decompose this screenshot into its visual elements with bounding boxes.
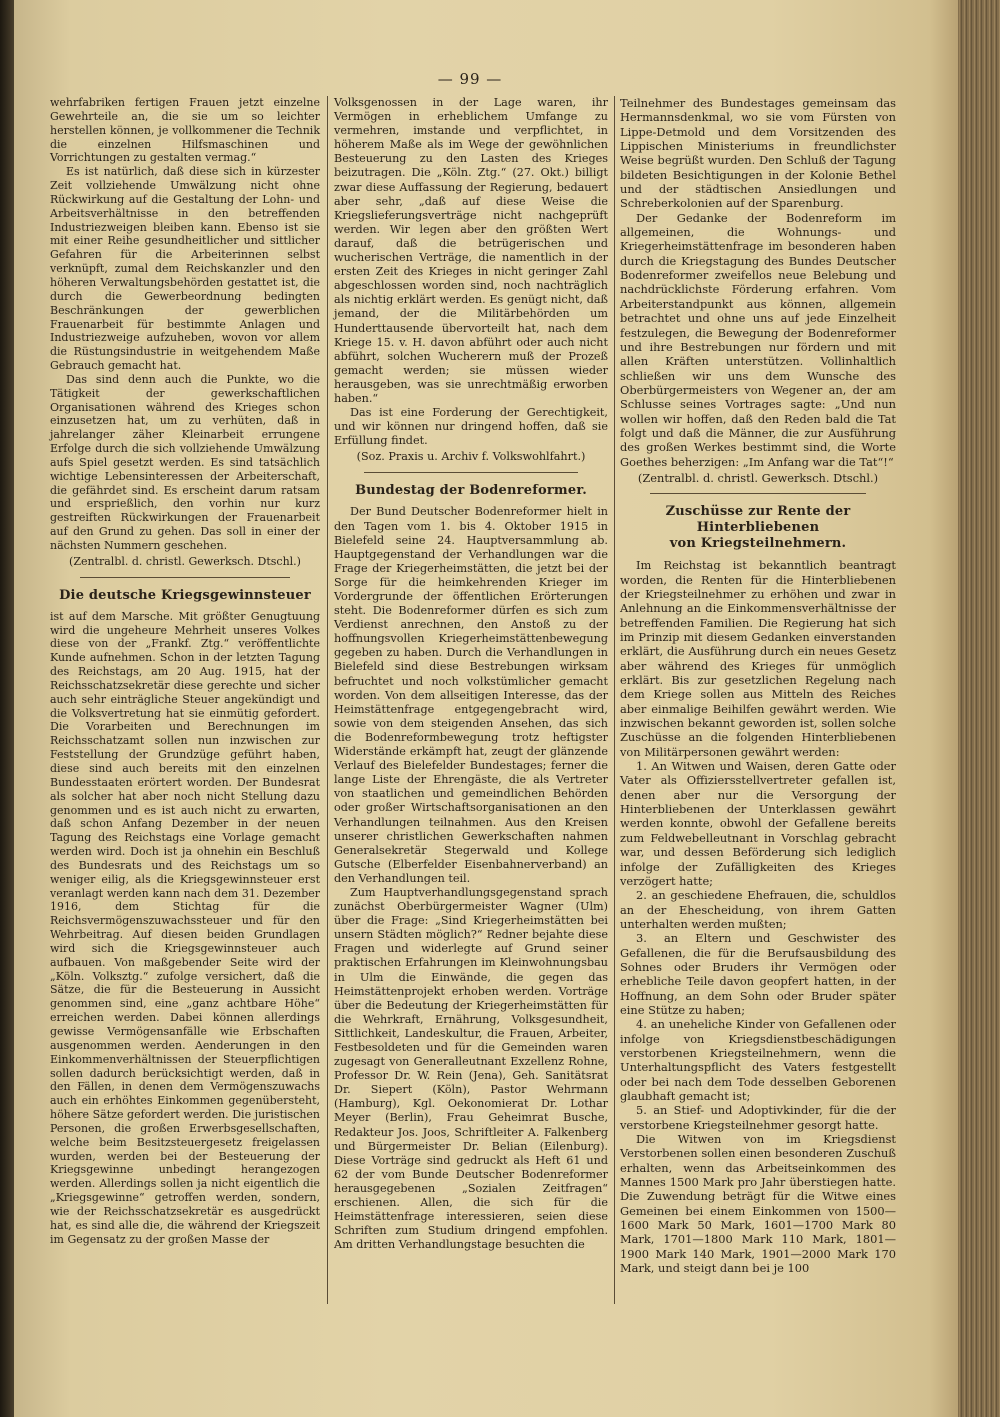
section-divider	[364, 472, 578, 473]
list-item: 2. an geschiedene Ehefrauen, die, schuldlos an der Ehescheidung, von ihrem Gatten unterhalten werden mußten;	[620, 888, 896, 931]
paragraph: Das sind denn auch die Punkte, wo die Tätigkeit der gewerkschaftlichen Organisationen während des Krieges schon einzusetzen hat, um zu verhüten, daß in jahrelanger zäher Kleinarbeit errungene Erfolge durch die sich vollziehende Umwälzung aufs Spiel gesetzt werden. Es sind tatsächlich wichtige Lebensinteressen der Arbeiterschaft, die gefährdet sind. Es erscheint darum ratsam und ersprießlich, den vorhin nur kurz gestreiften Rückwirkungen der Frauenarbeit auf den Grund zu gehen. Das soll in einer der nächsten Nummern geschehen.	[50, 372, 320, 552]
paragraph: Es ist natürlich, daß diese sich in kürzester Zeit vollziehende Umwälzung nicht ohne Rückwirkung auf die Gestaltung der Lohn- und Arbeitsverhältnisse in den betreffenden Industriezweigen bleiben kann. Ebenso ist sie mit einer Reihe gesundheitlicher und sittlicher Gefahren für die Arbeiterinnen selbst verknüpft, zumal dem Reichskanzler und den höheren Verwaltungsbehörden gestattet ist, die durch die Gewerbeordnung bedingten Beschränkungen der gewerblichen Frauenarbeit für bestimmte Anlagen und Industriezweige aufzuheben, wovon vor allem die Rüstungsindustrie in weitgehendem Maße Gebrauch gemacht hat.	[50, 165, 320, 373]
paragraph: Im Reichstag ist bekanntlich beantragt worden, die Renten für die Hinterbliebenen der Kriegsteilnehmer zu erhöhen und zwar in Anlehnung an die Einkommensverhältnisse der betreffenden Familien. Die Regierung hat sich im Prinzip mit diesem Gedanken einverstanden erklärt, die Ausführung durch ein neues Gesetz aber während des Krieges für unmöglich erklärt. Bis zur gesetzlichen Regelung nach dem Kriege sollen aus Mitteln des Reiches aber einmalige Beihilfen gewährt werden. Wie inzwischen bekannt geworden ist, sollen solche Zuschüsse an die folgenden Hinterbliebenen von Militärpersonen gewährt werden:	[620, 558, 896, 759]
source-citation: (Zentralbl. d. christl. Gewerksch. Dtschl.)	[637, 470, 879, 485]
page-edges	[958, 0, 1000, 1417]
paragraph: wehrfabriken fertigen Frauen jetzt einzelne Gewehrteile an, die sie um so leichter herstellen können, je vollkommener die Technik die einzelnen Hilfsmaschinen und Vorrichtungen zu gestalten vermag.“	[50, 96, 320, 165]
column-rule	[614, 96, 615, 1304]
numbered-list	[620, 759, 896, 1132]
column-middle	[334, 96, 608, 1252]
heading-line: Zuschüsse zur Rente der Hinterbliebenen	[665, 504, 851, 536]
article-heading: Bundestag der Bodenreformer.	[355, 483, 587, 499]
paragraph: Die Witwen von im Kriegsdienst Verstorbenen sollen einen besonderen Zuschuß erhalten, wenn das Arbeitseinkommen des Mannes 1500 Mark pro Jahr überstiegen hatte. Die Zuwendung beträgt für die Witwe eines Gemeinen bei einem Einkommen von 1500—1600 Mark 50 Mark, 1601—1700 Mark 80 Mark, 1701—1800 Mark 110 Mark, 1801—1900 Mark 140 Mark, 1901—2000 Mark 170 Mark, und steigt dann bei je 100	[620, 1132, 896, 1276]
paragraph: Volksgenossen in der Lage waren, ihr Vermögen in erheblichem Umfange zu vermehren, imstande und verpflichtet, in höherem Maße als im Wege der gewöhnlichen Besteuerung zu den Lasten des Krieges beizutragen. Die „Köln. Ztg.“ (27. Okt.) billigt zwar diese Auffassung der Regierung, bedauert aber sehr, „daß auf diese Weise die Kriegslieferungsverträge nicht nachgeprüft werden. Wir legen aber den größten Wert darauf, daß die betrügerischen und wucherischen Verträge, die namentlich in der ersten Zeit des Krieges in nicht geringer Zahl abgeschlossen worden sind, noch nachträglich als nichtig erklärt werden. Es genügt nicht, daß jemand, der die Militärbehörden um Hunderttausende übervorteilt hat, nach dem Kriege 15. v. H. davon abführt oder auch nicht abführt, solchen Wucherern muß der Prozeß gemacht werden; sie müssen wieder herausgeben, was sie unrechtmäßig erworben haben.“	[334, 96, 608, 405]
list-item: 1. An Witwen und Waisen, deren Gatte oder Vater als Offiziersstellvertreter gefallen ist, denen aber nur die Versorgung der Hinterbliebenen der Unterklassen gewährt werden konnte, obwohl der Gefallene bereits zum Feldwebelleutnant in Vorschlag gebracht war, und dessen Beförderung sich lediglich infolge der Zufälligkeiten des Krieges verzögert hatte;	[620, 759, 896, 888]
list-item: 4. an uneheliche Kinder von Gefallenen oder infolge von Kriegsdienstbeschädigungen verstorbenen Kriegsteilnehmern, wenn die Unterhaltungspflicht des Vaters festgestellt oder bei nach dem Tode desselben Geborenen glaubhaft gemacht ist;	[620, 1017, 896, 1103]
paragraph: Der Bund Deutscher Bodenreformer hielt in den Tagen vom 1. bis 4. Oktober 1915 in Bielefeld seine 24. Hauptversammlung ab. Hauptgegenstand der Verhandlungen war die Frage der Kriegerheimstätten, die jetzt bei der Sorge für die heimkehrenden Krieger im Vordergrunde der öffentlichen Erörterungen steht. Die Bodenreformer dürfen es sich zum Verdienst anrechnen, den Anstoß zu der hoffnungsvollen Kriegerheimstättenbewegung gegeben zu haben. Durch die Verhandlungen in Bielefeld sind diese Bestrebungen wirksam befruchtet und noch volkstümlicher gemacht worden. Von dem allseitigen Interesse, das der Heimstättenfrage entgegengebracht wird, sowie von dem steigenden Ansehen, das sich die Bodenreformbewegung trotz heftigster Widerstände erkämpft hat, zeugt der glänzende Verlauf des Bielefelder Bundestages; ferner die lange Liste der Ehrengäste, die als Vertreter von staatlichen und gemeindlichen Behörden oder großer Wirtschaftsorganisationen an den Verhandlungen teilnahmen. Aus den Kreisen unserer christlichen Gewerkschaften nahmen Generalsekretär Stegerwald und Kollege Gutsche (Elberfelder Eisenbahnerverband) an den Verhandlungen teil.	[334, 505, 608, 885]
article-heading	[620, 504, 896, 552]
section-divider	[80, 577, 290, 578]
source-citation: (Zentralbl. d. christl. Gewerksch. Dtschl.)	[69, 554, 301, 568]
paragraph: ist auf dem Marsche. Mit größter Genugtuung wird die ungeheure Mehrheit unseres Volkes diese von der „Frankf. Ztg.“ veröffentlichte Kunde aufnehmen. Schon in der letzten Tagung des Reichstags, am 20 Aug. 1915, hat der Reichsschatzsekretär diese gerechte und sicher auch sehr einträgliche Steuer angekündigt und die Volksvertretung hat sie einmütig gefordert. Die Vorarbeiten und Berechnungen im Reichsschatzamt sollen nun inzwischen zur Feststellung der Grundzüge geführt haben, diese sind auch bereits mit den einzelnen Bundesstaaten erörtert worden. Der Bundesrat als solcher hat aber noch nicht Stellung dazu genommen und es ist auch nicht zu erwarten, daß schon Anfang Dezember in der neuen Tagung des Reichstags eine Vorlage gemacht werden wird. Doch ist ja ohnehin ein Beschluß des Bundesrats und des Reichstags um so weniger eilig, als die Kriegsgewinnsteuer erst veranlagt werden kann nach dem 31. Dezember 1916, dem Stichtag für die Reichsvermögenszuwachssteuer und für den Wehrbeitrag. Auf diesen beiden Grundlagen wird sich die Kriegsgewinnsteuer auch aufbauen. Von maßgebender Seite wird der „Köln. Volksztg.“ zufolge versichert, daß die Sätze, die für die Besteuerung in Aussicht genommen sind, eine „ganz achtbare Höhe“ erreichen werden. Dabei können allerdings gewisse Vermögensanfälle wie Erbschaften ausgenommen werden. Aenderungen in den Einkommenverhältnissen der Steuerpflichtigen sollen dadurch berücksichtigt werden, daß in den Fällen, in denen dem Vermögenszuwachs auch ein erhöhtes Einkommen gegenübersteht, höhere Sätze gefordert werden. Die juristischen Personen, die großen Erwerbsgesellschaften, welche beim Besitzsteuergesetz freigelassen wurden, werden bei der Besteuerung der Kriegsgewinne unbedingt herangezogen werden. Allerdings sollen ja nicht eigentlich die „Kriegsgewinne“ getroffen werden, sondern, wie der Reichsschatzsekretär es ausgedrückt hat, es sind alle die, die während der Kriegszeit im Gegensatz zu der großen Masse der	[50, 609, 320, 1246]
list-item: 3. an Eltern und Geschwister des Gefallenen, die für die Berufsausbildung des Sohnes oder Bruders ihr Vermögen oder erhebliche Teile davon geopfert hatten, in der Hoffnung, an dem Sohn oder Bruder später eine Stütze zu haben;	[620, 931, 896, 1017]
page-number: — 99 —	[437, 70, 503, 88]
source-citation: (Soz. Praxis u. Archiv f. Volkswohlfahrt.)	[356, 450, 586, 464]
paragraph: Der Gedanke der Bodenreform im allgemeinen, die Wohnungs- und Kriegerheimstättenfrage im besonderen haben durch die Kriegstagung des Bundes Deutscher Bodenreformer zweifellos neue Belebung und nachdrücklichste Förderung erfahren. Vom Arbeiterstandpunkt aus können, allgemein betrachtet und ohne uns auf jede Einzelheit festzulegen, die Bewegung der Bodenreformer und ihre Bestrebungen nur fördern und mit allen Kräften unterstützen. Vollinhaltlich schließen wir uns dem Wunsche des Oberbürgermeisters von Wegener an, der am Schlusse seines Vortrages sagte: „Und nun wollen wir hoffen, daß den Reden bald die Tat folgt und daß die Männer, die zur Ausführung des großen Werkes bestimmt sind, die Worte Goethes beherzigen: „Im Anfang war die Tat“!“	[620, 210, 896, 469]
heading-line: von Kriegsteilnehmern.	[669, 536, 847, 552]
column-rule	[327, 96, 328, 1304]
section-divider	[650, 493, 866, 494]
book-binding	[0, 0, 14, 1417]
paragraph: Zum Hauptverhandlungsgegenstand sprach zunächst Oberbürgermeister Wagner (Ulm) über die Frage: „Sind Kriegerheimstätten bei unsern Städten möglich?“ Redner bejahte diese Fragen und widerlegte auf Grund seiner praktischen Erfahrungen im Kleinwohnungsbau in Ulm die Einwände, die gegen das Heimstättenprojekt erhoben werden. Vorträge über die Bedeutung der Kriegerheimstätten für die Wehrkraft, Ernährung, Volksgesundheit, Sittlichkeit, Landeskultur, die Frauen, Arbeiter, Festbesoldeten und für die Gemeinden waren zugesagt von Generalleutnant Exzellenz Rohne, Professor Dr. W. Rein (Jena), Geh. Sanitätsrat Dr. Siepert (Köln), Pastor Wehrmann (Hamburg), Kgl. Oekonomierat Dr. Lothar Meyer (Berlin), Frau Geheimrat Busche, Redakteur Jos. Joos, Schriftleiter A. Falkenberg und Bürgermeister Dr. Belian (Eilenburg). Diese Vorträge sind gedruckt als Heft 61 und 62 der vom Bunde Deutscher Bodenreformer herausgegebenen „Sozialen Zeitfragen“ erschienen. Allen, die sich für die Heimstättenfrage interessieren, seien diese Schriften zum Studium dringend empfohlen. Am dritten Verhandlungstage besuchten die	[334, 885, 608, 1252]
paragraph: Das ist eine Forderung der Gerechtigkeit, und wir können nur dringend hoffen, daß sie Erfüllung findet.	[334, 406, 608, 448]
column-left	[50, 96, 320, 1247]
article-heading: Die deutsche Kriegsgewinnsteuer	[59, 587, 311, 603]
column-right	[620, 96, 896, 1275]
paragraph: Teilnehmer des Bundestages gemeinsam das Hermannsdenkmal, wo sie vom Fürsten von Lippe-Detmold und dem Vorsitzenden des Lippischen Ministeriums in freundlichster Weise begrüßt wurden. Den Schluß der Tagung bildeten Besichtigungen in der Kolonie Bethel und der städtischen Ansiedlungen und Schreberkolonien auf der Sparenburg.	[620, 96, 896, 211]
list-item: 5. an Stief- und Adoptivkinder, für die der verstorbene Kriegsteilnehmer gesorgt hatte.	[620, 1103, 896, 1132]
